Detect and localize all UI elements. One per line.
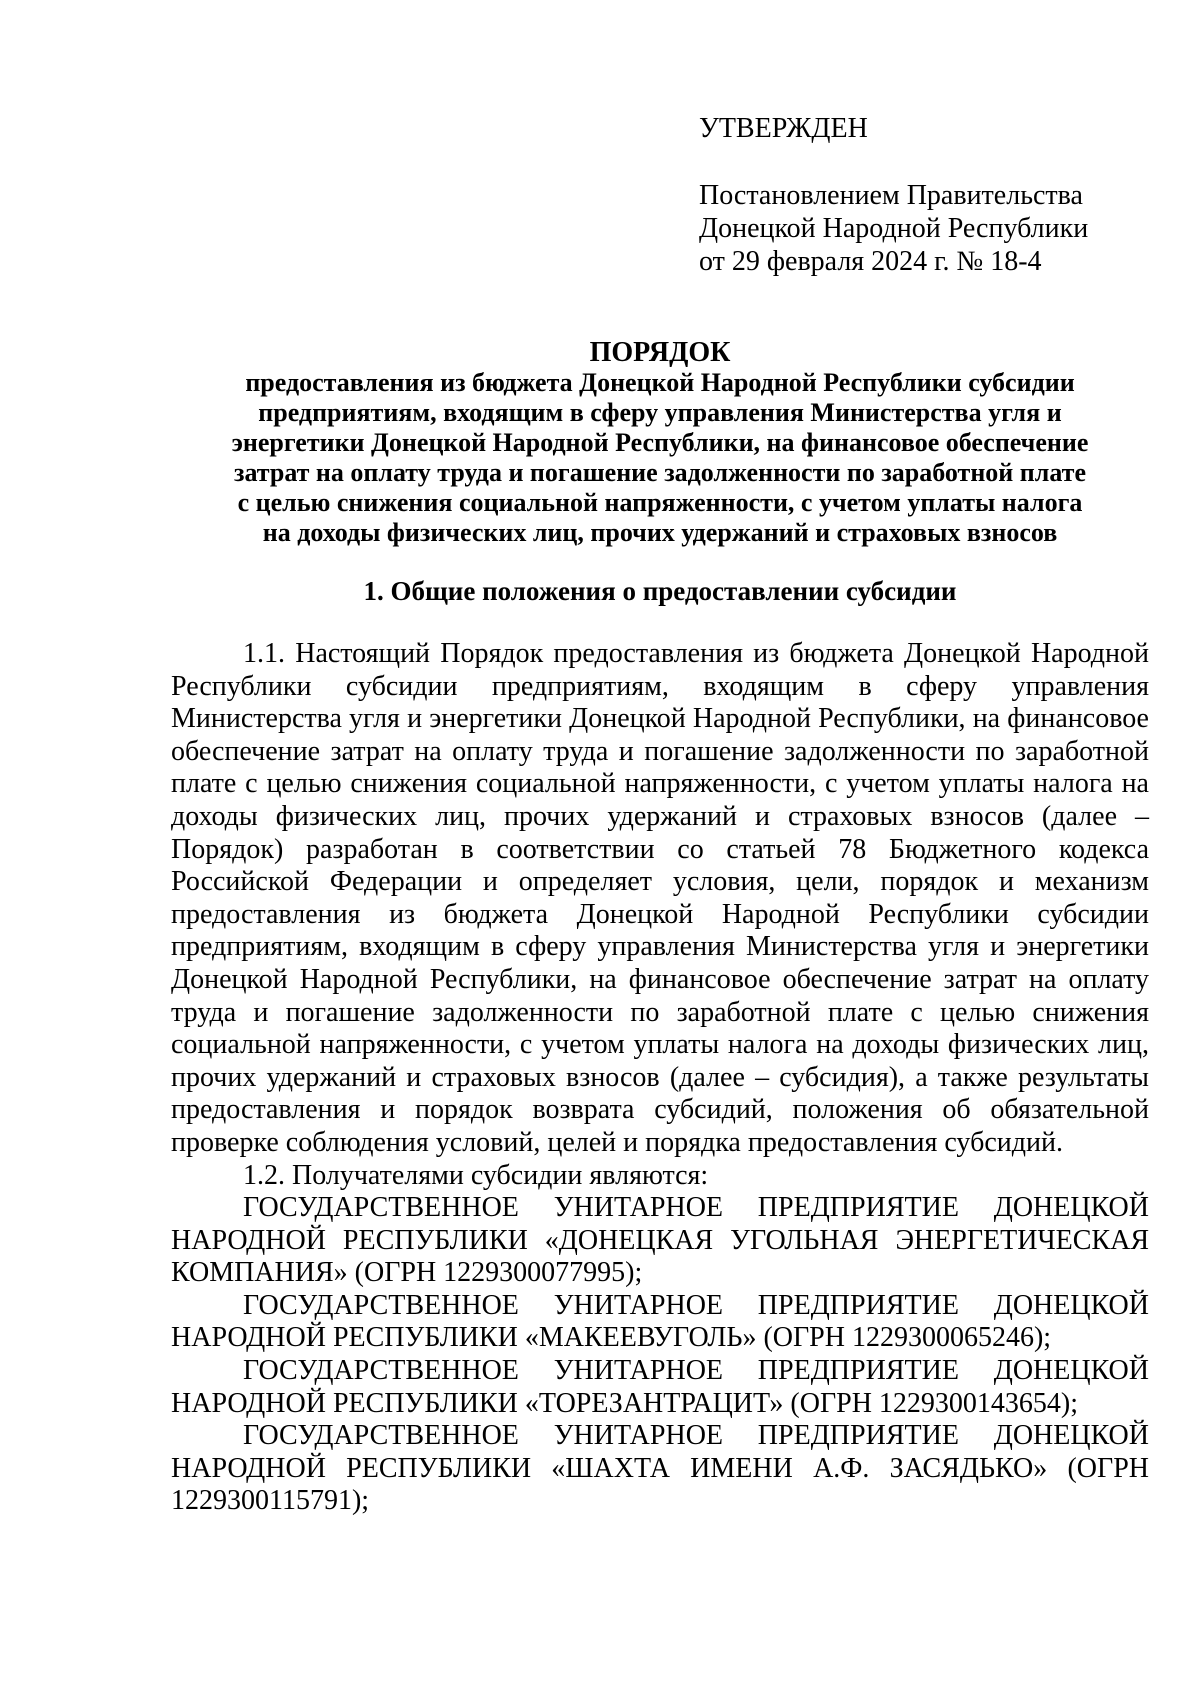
approved-by-line: от 29 февраля 2024 г. № 18-4 — [699, 246, 1042, 277]
document-subtitle-line: затрат на оплату труда и погашение задолженности по заработной плате — [234, 458, 1086, 487]
approved-label: УТВЕРЖДЕН — [699, 113, 868, 144]
document-subtitle-line: на доходы физических лиц, прочих удержаний и страховых взносов — [262, 518, 1058, 547]
approved-by-line: Донецкой Народной Республики — [699, 213, 1089, 244]
document-title: ПОРЯДОК — [589, 337, 731, 368]
paragraph-1-1: 1.1. Настоящий Порядок предоставления из бюджета Донецкой Народной Республики субсидии предприятиям, входящим в сферу управления Министерства угля и энергетики Донецкой Народной Республики, на финансовое обеспечение затрат на оплату труда и погашение задолженности по заработной плате с целью снижения социальной напряженности, с учетом уплаты налога на доходы физических лиц, прочих удержаний и страховых взносов (далее – Порядок) разработан в соответствии со статьей 78 Бюджетного кодекса Российской Федерации и определяет условия, цели, порядок и механизм предоставления из бюджета Донецкой Народной Республики субсидии предприятиям, входящим в сферу управления Министерства угля и энергетики Донецкой Народной Республики, на финансовое обеспечение затрат на оплату труда и погашение задолженности по заработной плате с целью снижения социальной напряженности, с учетом уплаты налога на доходы физических лиц, прочих удержаний и страховых взносов (далее – субсидия), а также результаты предоставления и порядок возврата субсидий, положения об обязательной проверке соблюдения условий, целей и порядка предоставления субсидий. — [171, 638, 1149, 1158]
document-subtitle-line: энергетики Донецкой Народной Республики, на финансовое обеспечение — [231, 428, 1089, 457]
recipient-item: ГОСУДАРСТВЕННОЕ УНИТАРНОЕ ПРЕДПРИЯТИЕ ДОНЕЦКОЙ НАРОДНОЙ РЕСПУБЛИКИ «МАКЕЕВУГОЛЬ» (ОГРН 1229300065246); — [171, 1289, 1149, 1354]
document-subtitle-line: с целью снижения социальной напряженности, с учетом уплаты налога — [237, 488, 1083, 517]
section-body — [171, 638, 1149, 1518]
approval-stamp — [699, 112, 1159, 278]
document-title-block — [160, 338, 1160, 548]
document-subtitle-line: предоставления из бюджета Донецкой Народной Республики субсидии — [245, 368, 1075, 397]
recipient-item: ГОСУДАРСТВЕННОЕ УНИТАРНОЕ ПРЕДПРИЯТИЕ ДОНЕЦКОЙ НАРОДНОЙ РЕСПУБЛИКИ «ДОНЕЦКАЯ УГОЛЬНАЯ ЭНЕРГЕТИЧЕСКАЯ КОМПАНИЯ» (ОГРН 1229300077995); — [171, 1192, 1149, 1289]
section-heading: 1. Общие положения о предоставлении субсидии — [363, 576, 957, 606]
approved-by-line: Постановлением Правительства — [699, 180, 1083, 211]
recipient-item: ГОСУДАРСТВЕННОЕ УНИТАРНОЕ ПРЕДПРИЯТИЕ ДОНЕЦКОЙ НАРОДНОЙ РЕСПУБЛИКИ «ШАХТА ИМЕНИ А.Ф. ЗАСЯДЬКО» (ОГРН 1229300115791); — [171, 1420, 1149, 1517]
recipient-item: ГОСУДАРСТВЕННОЕ УНИТАРНОЕ ПРЕДПРИЯТИЕ ДОНЕЦКОЙ НАРОДНОЙ РЕСПУБЛИКИ «ТОРЕЗАНТРАЦИТ» (ОГРН 1229300143654); — [171, 1355, 1149, 1419]
document-subtitle-line: предприятиям, входящим в сферу управления Министерства угля и — [258, 398, 1062, 427]
paragraph-1-2: 1.2. Получателями субсидии являются: — [243, 1159, 709, 1191]
